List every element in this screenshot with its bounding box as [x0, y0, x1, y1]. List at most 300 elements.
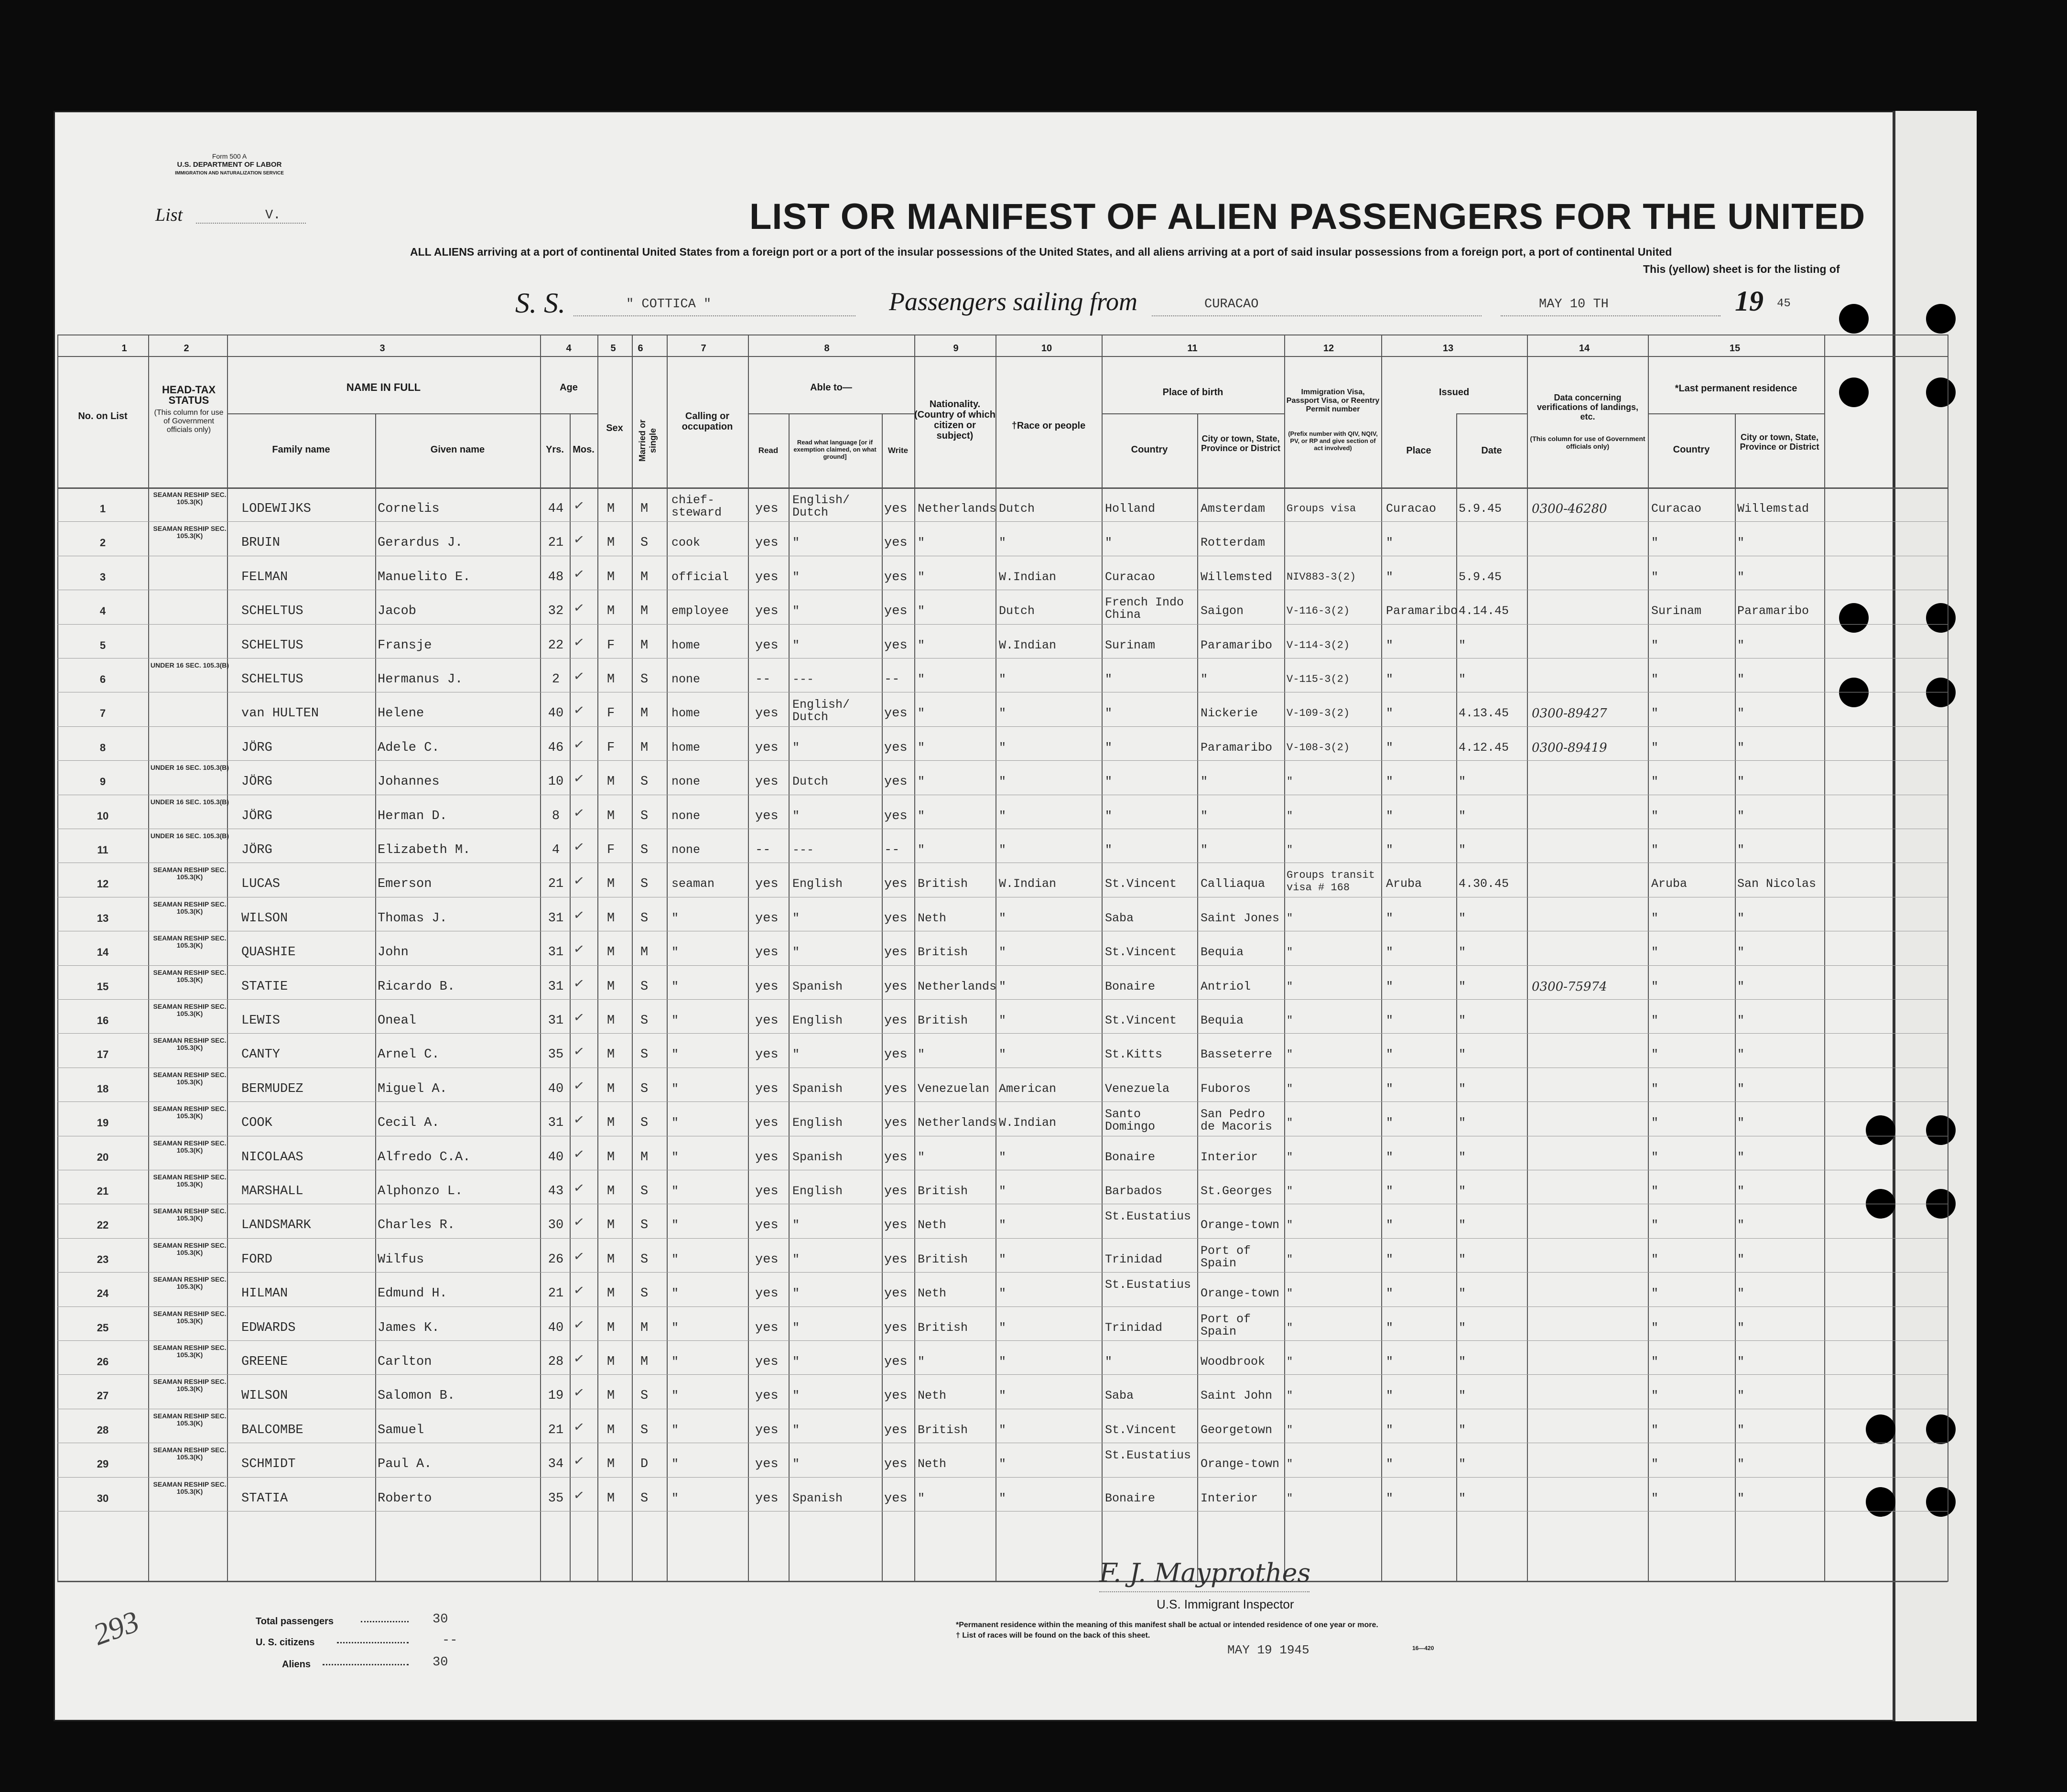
- column-number: 10: [1041, 343, 1052, 354]
- header-given-name: Given name: [430, 444, 485, 455]
- can-write: yes: [884, 1286, 908, 1301]
- sex: M: [607, 1047, 615, 1062]
- issued-place: ": [1386, 775, 1394, 788]
- issued-place: Paramaribo: [1386, 604, 1458, 618]
- read-language: ": [792, 1355, 800, 1369]
- row-number: 17: [97, 1048, 109, 1060]
- sex: F: [607, 741, 615, 755]
- check-mark-icon: ✓: [573, 873, 585, 889]
- manifest-sheet: [54, 111, 1974, 1721]
- marital-status: S: [640, 809, 649, 823]
- marital-status: S: [640, 1047, 649, 1062]
- family-name: HILMAN: [241, 1286, 288, 1301]
- issued-date: ": [1459, 638, 1466, 652]
- row-number: 28: [97, 1424, 109, 1436]
- check-mark-icon: ✓: [573, 770, 585, 787]
- given-name: Thomas J.: [378, 911, 447, 926]
- issued-date: ": [1459, 1014, 1466, 1027]
- residence-city: ": [1737, 638, 1745, 652]
- us-citizens-value: --: [442, 1633, 458, 1648]
- nationality: British: [918, 1184, 968, 1198]
- marital-status: M: [640, 945, 649, 960]
- can-write: yes: [884, 741, 908, 755]
- birth-country: Saba: [1105, 1389, 1134, 1403]
- subheader-line: [1456, 413, 1527, 414]
- can-write: yes: [884, 570, 908, 584]
- residence-city: ": [1737, 809, 1745, 823]
- race: ": [999, 1491, 1006, 1505]
- sex: M: [607, 1082, 615, 1096]
- nationality: Netherlands: [918, 1116, 997, 1130]
- column-number: 3: [379, 343, 385, 354]
- birth-city: Orange-town: [1201, 1218, 1280, 1232]
- can-write: yes: [884, 1014, 908, 1028]
- age-years: 21: [548, 877, 564, 891]
- read-language: ": [792, 809, 800, 823]
- issued-place: ": [1386, 1014, 1394, 1027]
- subcolumn-divider: [570, 413, 571, 1582]
- ship-name: " COTTICA ": [626, 297, 712, 312]
- birth-city: Fuboros: [1201, 1082, 1251, 1096]
- read-language: Spanish: [792, 1082, 843, 1096]
- issued-place: ": [1386, 1321, 1394, 1335]
- age-years: 44: [548, 502, 564, 516]
- given-name: Samuel: [378, 1423, 424, 1437]
- family-name: SCHELTUS: [241, 604, 303, 618]
- marital-status: M: [640, 502, 649, 516]
- race: ": [999, 672, 1006, 686]
- birth-city: Paramaribo: [1201, 638, 1273, 652]
- family-name: LUCAS: [241, 877, 281, 891]
- column-number: 14: [1579, 343, 1590, 354]
- age-years: 35: [548, 1491, 564, 1506]
- row-divider: [57, 965, 1948, 966]
- header-age: Age: [560, 382, 578, 393]
- check-mark-icon: ✓: [573, 634, 585, 651]
- residence-country: ": [1651, 1423, 1659, 1437]
- residence-city: ": [1737, 1491, 1745, 1505]
- given-name: Alfredo C.A.: [378, 1150, 471, 1165]
- head-tax-stamp: SEAMAN RESHIP SEC. 105.3(K): [153, 934, 227, 949]
- given-name: Edmund H.: [378, 1286, 447, 1301]
- residence-city: Willemstad: [1737, 502, 1809, 516]
- can-write: yes: [884, 536, 908, 550]
- issued-date: ": [1459, 1389, 1466, 1403]
- issued-place: ": [1386, 1184, 1394, 1198]
- row-number: 11: [97, 844, 108, 856]
- birth-country: Santo Domingo: [1105, 1107, 1156, 1133]
- residence-country: ": [1651, 672, 1659, 686]
- header-no-on-list: No. on List: [78, 411, 128, 421]
- family-name: BRUIN: [241, 536, 281, 550]
- can-write: yes: [884, 945, 908, 960]
- sex: M: [607, 775, 615, 789]
- race: W.Indian: [999, 1116, 1057, 1130]
- occupation: ": [671, 1047, 679, 1061]
- head-tax-stamp: SEAMAN RESHIP SEC. 105.3(K): [153, 1310, 227, 1325]
- note-permanent-residence: *Permanent residence within the meaning of this manifest shall be actual or intended residence of one year or more.: [956, 1621, 1378, 1629]
- visa-number: V-109-3(2): [1287, 707, 1350, 719]
- occupation: ": [671, 1116, 679, 1130]
- subheader-line: [1102, 413, 1284, 414]
- can-write: yes: [884, 1457, 908, 1471]
- header-head-tax-note: (This column for use of Government officials only): [154, 409, 224, 434]
- sex: M: [607, 1423, 615, 1437]
- can-read: yes: [755, 741, 779, 755]
- nationality: ": [918, 1491, 925, 1505]
- punch-hole: [1839, 603, 1869, 633]
- age-years: 43: [548, 1184, 564, 1198]
- birth-country: Saba: [1105, 911, 1134, 925]
- issued-place: ": [1386, 741, 1394, 755]
- header-race: †Race or people: [1011, 421, 1086, 431]
- birth-country: ": [1105, 809, 1113, 823]
- read-language: English: [792, 1014, 843, 1027]
- marital-status: S: [640, 980, 649, 994]
- can-read: yes: [755, 1184, 779, 1198]
- visa-number: ": [1287, 912, 1293, 924]
- total-passengers-value: 30: [433, 1612, 448, 1627]
- nationality: British: [918, 1423, 968, 1437]
- birth-city: Nickerie: [1201, 706, 1258, 720]
- race: W.Indian: [999, 638, 1057, 652]
- check-mark-icon: ✓: [573, 907, 585, 924]
- can-write: yes: [884, 911, 908, 926]
- residence-city: ": [1737, 911, 1745, 925]
- nationality: ": [918, 638, 925, 652]
- marital-status: S: [640, 1014, 649, 1028]
- marital-status: S: [640, 775, 649, 789]
- nationality: ": [918, 1150, 925, 1164]
- birth-city: Bequia: [1201, 1014, 1244, 1027]
- check-mark-icon: ✓: [573, 1453, 585, 1469]
- can-read: yes: [755, 1150, 779, 1165]
- department: U.S. DEPARTMENT OF LABOR: [177, 161, 282, 169]
- check-mark-icon: ✓: [573, 941, 585, 958]
- marital-status: S: [640, 536, 649, 550]
- read-language: English/ Dutch: [792, 493, 850, 519]
- issued-place: ": [1386, 1047, 1394, 1061]
- issued-place: ": [1386, 980, 1394, 993]
- issued-date: ": [1459, 843, 1466, 857]
- occupation: ": [671, 1014, 679, 1027]
- residence-country: ": [1651, 1218, 1659, 1232]
- check-mark-icon: ✓: [573, 975, 585, 992]
- read-language: Dutch: [792, 775, 829, 788]
- marital-status: S: [640, 1116, 649, 1130]
- issued-date: 4.13.45: [1459, 706, 1509, 720]
- marital-status: S: [640, 1491, 649, 1506]
- residence-country: Aruba: [1651, 877, 1688, 891]
- nationality: Neth: [918, 1389, 947, 1403]
- occupation: none: [671, 809, 701, 823]
- header-place-of-birth: Place of birth: [1162, 387, 1223, 398]
- read-language: ": [792, 1321, 800, 1335]
- occupation: none: [671, 843, 701, 857]
- residence-country: ": [1651, 911, 1659, 925]
- age-years: 46: [548, 741, 564, 755]
- age-years: 19: [548, 1389, 564, 1403]
- occupation: ": [671, 1082, 679, 1096]
- column-number: 13: [1442, 343, 1454, 354]
- row-number: 21: [97, 1185, 109, 1197]
- check-mark-icon: ✓: [573, 1043, 585, 1060]
- issued-date: ": [1459, 1116, 1466, 1130]
- sex: M: [607, 1184, 615, 1198]
- table-line: [57, 356, 1948, 357]
- marital-status: S: [640, 1184, 649, 1198]
- row-number: 8: [99, 742, 106, 754]
- issued-place: ": [1386, 843, 1394, 857]
- issued-date: ": [1459, 1047, 1466, 1061]
- header-yrs: Yrs.: [546, 444, 564, 455]
- sex: M: [607, 945, 615, 960]
- residence-city: ": [1737, 1184, 1745, 1198]
- check-mark-icon: ✓: [573, 600, 585, 616]
- nationality: Neth: [918, 1457, 947, 1471]
- issued-place: ": [1386, 809, 1394, 823]
- list-label: List: [155, 205, 183, 225]
- birth-country: St.Eustatius: [1105, 1209, 1191, 1223]
- read-language: Spanish: [792, 1150, 843, 1164]
- can-read: yes: [755, 1355, 779, 1369]
- nationality: ": [918, 843, 925, 857]
- birth-country: Trinidad: [1105, 1252, 1163, 1266]
- race: ": [999, 1321, 1006, 1335]
- nationality: ": [918, 741, 925, 755]
- visa-number: ": [1287, 981, 1293, 993]
- age-years: 40: [548, 1150, 564, 1165]
- occupation: home: [671, 741, 701, 755]
- check-mark-icon: ✓: [573, 1282, 585, 1299]
- check-mark-icon: ✓: [573, 805, 585, 821]
- head-tax-stamp: SEAMAN RESHIP SEC. 105.3(K): [153, 866, 227, 881]
- age-years: 2: [552, 672, 560, 687]
- verification-number: 0300-46280: [1532, 502, 1607, 516]
- residence-country: ": [1651, 1252, 1659, 1266]
- issued-place: Aruba: [1386, 877, 1422, 891]
- sex: M: [607, 1252, 615, 1267]
- residence-city: ": [1737, 775, 1745, 788]
- issued-place: ": [1386, 1423, 1394, 1437]
- can-read: yes: [755, 1491, 779, 1506]
- row-divider: [57, 1340, 1948, 1341]
- residence-city: ": [1737, 1150, 1745, 1164]
- row-number: 15: [97, 981, 109, 993]
- issued-place: ": [1386, 1082, 1394, 1096]
- issued-date: ": [1459, 945, 1466, 959]
- birth-city: St.Georges: [1201, 1184, 1273, 1198]
- check-mark-icon: ✓: [573, 1248, 585, 1265]
- port-name: CURACAO: [1204, 297, 1259, 312]
- sailing-date: MAY 10 TH: [1539, 297, 1609, 312]
- occupation: ": [671, 1252, 679, 1266]
- family-name: van HULTEN: [241, 706, 319, 721]
- head-tax-stamp: SEAMAN RESHIP SEC. 105.3(K): [153, 1036, 227, 1051]
- residence-country: ": [1651, 1082, 1659, 1096]
- head-tax-stamp: SEAMAN RESHIP SEC. 105.3(K): [153, 1139, 227, 1154]
- can-write: yes: [884, 775, 908, 789]
- nationality: ": [918, 604, 925, 618]
- family-name: JÖRG: [241, 809, 272, 823]
- race: ": [999, 1184, 1006, 1198]
- birth-city: Saigon: [1201, 604, 1244, 618]
- family-name: JÖRG: [241, 741, 272, 755]
- marital-status: S: [640, 672, 649, 687]
- read-language: ": [792, 1047, 800, 1061]
- birth-country: ": [1105, 1355, 1113, 1369]
- given-name: Paul A.: [378, 1457, 432, 1471]
- subcolumn-divider: [375, 413, 376, 1582]
- age-years: 31: [548, 945, 564, 960]
- residence-city: ": [1737, 945, 1745, 959]
- occupation: chief-steward: [671, 493, 722, 519]
- residence-country: ": [1651, 1389, 1659, 1403]
- row-number: 14: [97, 946, 109, 958]
- nationality: ": [918, 775, 925, 788]
- issued-place: ": [1386, 1150, 1394, 1164]
- given-name: Charles R.: [378, 1218, 455, 1232]
- birth-country: ": [1105, 843, 1113, 857]
- residence-country: ": [1651, 1150, 1659, 1164]
- birth-city: Orange-town: [1201, 1286, 1280, 1300]
- header-date: Date: [1481, 445, 1502, 456]
- subtitle-line-1: ALL ALIENS arriving at a port of continental United States from a foreign port or a port of the insular possessions of the United States, and all aliens arriving at a port of said insular possessions from a foreign port, a port of continental United: [410, 246, 1672, 258]
- can-write: yes: [884, 1116, 908, 1130]
- punch-hole: [1926, 304, 1956, 334]
- age-years: 40: [548, 1321, 564, 1335]
- read-language: ---: [792, 843, 814, 857]
- read-language: ": [792, 911, 800, 925]
- birth-city: San Pedro de Macoris: [1201, 1107, 1273, 1133]
- family-name: SCHMIDT: [241, 1457, 296, 1471]
- row-number: 4: [99, 605, 106, 617]
- column-number: 1: [121, 343, 127, 354]
- visa-number: V-115-3(2): [1287, 673, 1350, 685]
- check-mark-icon: ✓: [573, 1146, 585, 1163]
- us-citizens-label: U. S. citizens: [256, 1637, 315, 1648]
- can-write: yes: [884, 1184, 908, 1198]
- marital-status: S: [640, 1218, 649, 1232]
- marital-status: M: [640, 638, 649, 653]
- header-city: City or town, State, Province or District: [1201, 434, 1281, 453]
- subcolumn-divider: [1735, 413, 1736, 1582]
- nationality: British: [918, 1252, 968, 1266]
- given-name: Cecil A.: [378, 1116, 440, 1130]
- occupation: employee: [671, 604, 729, 618]
- issued-date: ": [1459, 1150, 1466, 1164]
- year-label: 19: [1735, 285, 1764, 317]
- punch-hole: [1926, 1414, 1956, 1444]
- header-nationality: Nationality. (Country of which citizen or subject): [914, 399, 996, 441]
- residence-city: ": [1737, 980, 1745, 993]
- service: IMMIGRATION AND NATURALIZATION SERVICE: [175, 171, 284, 176]
- occupation: ": [671, 1286, 679, 1300]
- check-mark-icon: ✓: [573, 531, 585, 548]
- birth-country: Venezuela: [1105, 1082, 1170, 1096]
- check-mark-icon: ✓: [573, 736, 585, 753]
- issued-place: ": [1386, 1286, 1394, 1300]
- column-number: 5: [610, 343, 616, 354]
- can-read: yes: [755, 1116, 779, 1130]
- subheader-line: [1648, 413, 1824, 414]
- can-read: yes: [755, 911, 779, 926]
- head-tax-stamp: SEAMAN RESHIP SEC. 105.3(K): [153, 969, 227, 983]
- check-mark-icon: ✓: [573, 1384, 585, 1401]
- sex: F: [607, 638, 615, 653]
- birth-city: Interior: [1201, 1150, 1258, 1164]
- visa-number: ": [1287, 1048, 1293, 1060]
- sex: M: [607, 570, 615, 584]
- row-divider: [57, 1101, 1948, 1102]
- visa-number: ": [1287, 1253, 1293, 1265]
- can-read: yes: [755, 570, 779, 584]
- head-tax-stamp: UNDER 16 SEC. 105.3(B): [150, 832, 229, 840]
- residence-country: ": [1651, 1184, 1659, 1198]
- row-number: 1: [99, 503, 106, 515]
- occupation: home: [671, 638, 701, 652]
- header-visa-note: (Prefix number with QIV, NQIV, PV, or RP and give section of act involved): [1288, 430, 1378, 452]
- check-mark-icon: ✓: [573, 1009, 585, 1026]
- header-mos: Mos.: [573, 444, 595, 455]
- check-mark-icon: ✓: [573, 1317, 585, 1333]
- can-write: --: [884, 672, 900, 687]
- row-number: 18: [97, 1083, 109, 1095]
- can-read: yes: [755, 877, 779, 891]
- header-place: Place: [1406, 445, 1431, 456]
- given-name: Johannes: [378, 775, 440, 789]
- family-name: WILSON: [241, 1389, 288, 1403]
- age-years: 21: [548, 1286, 564, 1301]
- read-language: ": [792, 638, 800, 652]
- read-language: ---: [792, 672, 814, 686]
- sailing-label: Passengers sailing from: [889, 287, 1138, 316]
- residence-city: ": [1737, 1457, 1745, 1471]
- check-mark-icon: ✓: [573, 497, 585, 514]
- occupation: ": [671, 1150, 679, 1164]
- age-years: 21: [548, 536, 564, 550]
- row-number: 7: [99, 707, 106, 719]
- header-res-city: City or town, State, Province or District: [1740, 432, 1819, 452]
- birth-country: ": [1105, 706, 1113, 720]
- birth-city: Amsterdam: [1201, 502, 1266, 516]
- column-number: 4: [566, 343, 572, 354]
- residence-country: Surinam: [1651, 604, 1702, 618]
- birth-country: Surinam: [1105, 638, 1156, 652]
- family-name: FORD: [241, 1252, 272, 1267]
- residence-city: ": [1737, 1252, 1745, 1266]
- can-read: yes: [755, 1218, 779, 1232]
- age-years: 31: [548, 911, 564, 926]
- nationality: ": [918, 809, 925, 823]
- residence-city: Paramaribo: [1737, 604, 1809, 618]
- nationality: British: [918, 877, 968, 891]
- head-tax-stamp: SEAMAN RESHIP SEC. 105.3(K): [153, 900, 227, 915]
- marital-status: M: [640, 706, 649, 721]
- can-read: yes: [755, 1321, 779, 1335]
- race: American: [999, 1082, 1057, 1096]
- occupation: ": [671, 1389, 679, 1403]
- row-number: 30: [97, 1492, 109, 1504]
- header-bottom-line: [57, 487, 1948, 489]
- punch-hole: [1926, 1487, 1956, 1517]
- birth-country: ": [1105, 536, 1113, 550]
- occupation: official: [671, 570, 729, 584]
- residence-city: ": [1737, 741, 1745, 755]
- column-number: 7: [701, 343, 706, 354]
- nationality: Netherlands: [918, 980, 997, 993]
- birth-country: ": [1105, 741, 1113, 755]
